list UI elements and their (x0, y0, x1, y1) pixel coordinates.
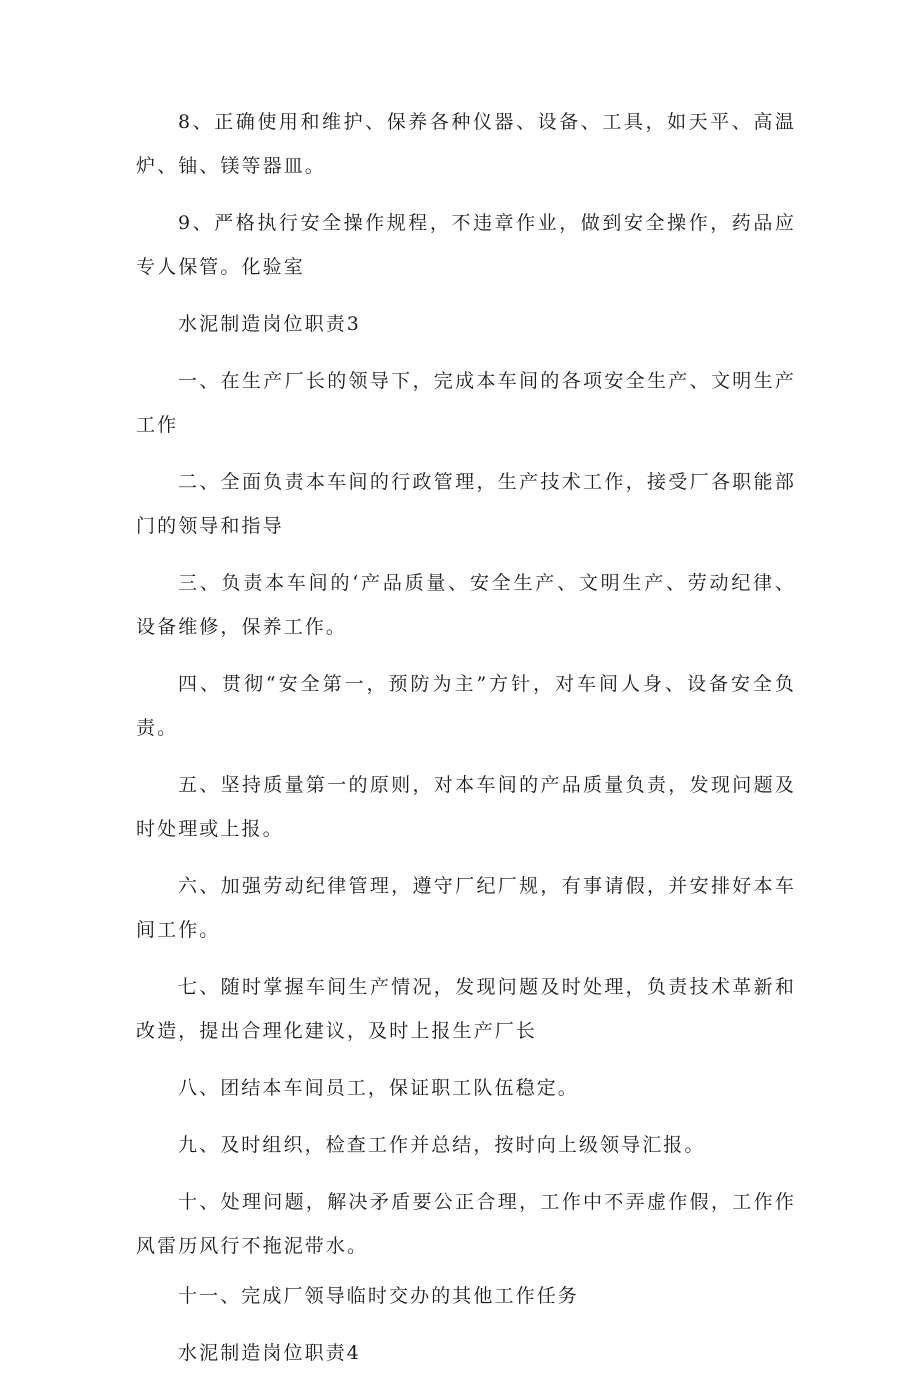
duty-item-6: 六、加强劳动纪律管理，遵守厂纪厂规，有事请假，并安排好本车间工作。 (136, 875, 796, 941)
duty-item-1: 一、在生产厂长的领导下，完成本车间的各项安全生产、文明生产工作 (136, 370, 796, 436)
section-heading-4: 水泥制造岗位职责4 (178, 1342, 361, 1364)
duty-item-4: 四、贯彻“安全第一，预防为主”方针，对车间人身、设备安全负责。 (136, 673, 796, 739)
paragraph-item-9: 9、严格执行安全操作规程，不违章作业，做到安全操作，药品应专人保管。化验室 (136, 212, 796, 278)
section-heading-3: 水泥制造岗位职责3 (178, 313, 361, 335)
duty-item-3: 三、负责本车间的‘产品质量、安全生产、文明生产、劳动纪律、设备维修，保养工作。 (136, 572, 796, 638)
duty-item-9: 九、及时组织，检查工作并总结，按时向上级领导汇报。 (178, 1134, 706, 1156)
duty-item-11: 十一、完成厂领导临时交办的其他工作任务 (178, 1285, 579, 1307)
paragraph-item-8: 8、正确使用和维护、保养各种仪器、设备、工具，如天平、高温炉、铀、镁等器皿。 (136, 111, 796, 177)
duty-item-5: 五、坚持质量第一的原则，对本车间的产品质量负责，发现问题及时处理或上报。 (136, 774, 796, 840)
duty-item-2: 二、全面负责本车间的行政管理，生产技术工作，接受厂各职能部门的领导和指导 (136, 471, 796, 537)
document-page (136, 100, 796, 1375)
duty-item-8: 八、团结本车间员工，保证职工队伍稳定。 (178, 1077, 579, 1099)
duty-item-10: 十、处理问题，解决矛盾要公正合理，工作中不弄虚作假，工作作风雷历风行不拖泥带水。 (136, 1191, 796, 1257)
duty-item-7: 七、随时掌握车间生产情况，发现问题及时处理，负责技术革新和改造，提出合理化建议，及时上报生产厂长 (136, 976, 796, 1042)
